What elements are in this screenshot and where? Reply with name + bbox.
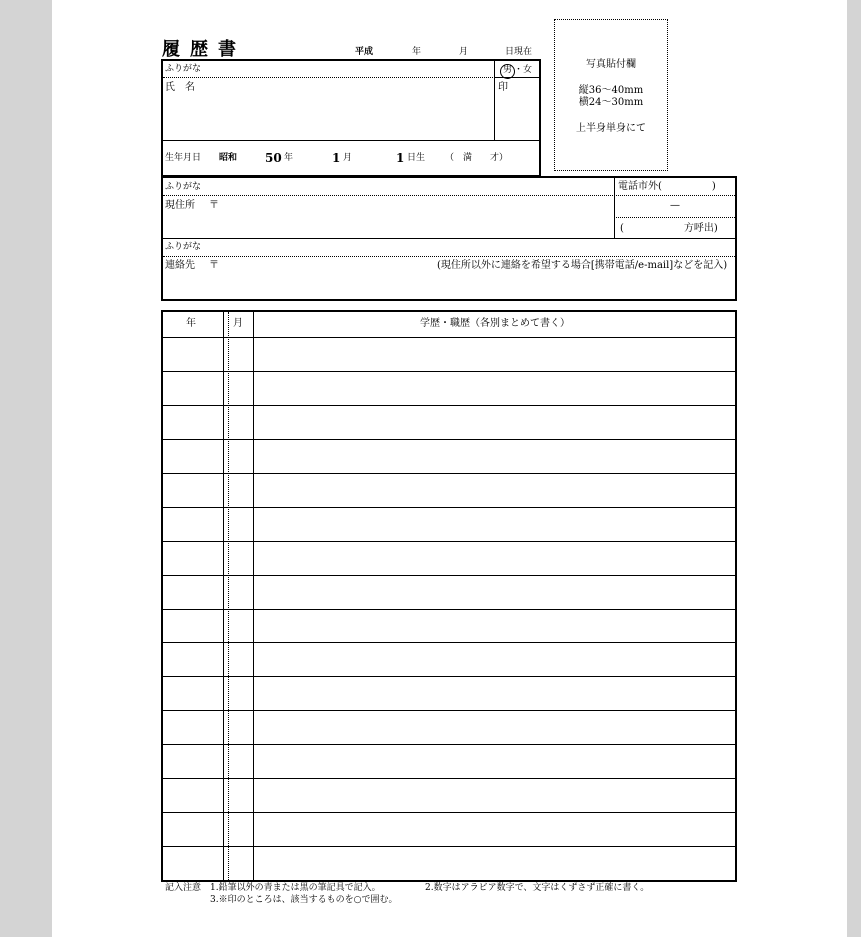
table-row	[163, 371, 735, 372]
photo-box	[554, 19, 668, 171]
col-year-header: 年	[186, 318, 196, 329]
table-row	[163, 439, 735, 440]
contact-furigana-rule	[163, 256, 735, 257]
gender-male: 男	[503, 65, 513, 75]
header-month-label: 月	[459, 47, 469, 57]
address-contact-divider	[163, 238, 735, 239]
col-detail-header: 学歴・職歴（各別まとめて書く）	[420, 318, 570, 329]
address-furigana-rule	[163, 195, 735, 196]
seal-label: 印	[498, 82, 508, 93]
table-row	[163, 676, 735, 677]
contact-furigana-label: ふりがな	[165, 242, 202, 252]
resume-page	[52, 0, 847, 937]
table-row	[163, 405, 735, 406]
table-row	[163, 744, 735, 745]
photo-size-width: 横24～30mm	[578, 97, 644, 108]
gender-rule	[494, 77, 539, 78]
header-year-label: 年	[412, 47, 422, 57]
photo-instruction: 上半身単身にて	[576, 123, 646, 134]
name-furigana-rule	[163, 77, 495, 78]
year-col-dotted	[228, 312, 229, 880]
birth-month-unit: 月	[343, 153, 353, 163]
phone-dash: —	[670, 200, 680, 211]
table-row	[163, 507, 735, 508]
table-row	[163, 473, 735, 474]
photo-title: 写真貼付欄	[586, 59, 636, 70]
birth-label: 生年月日	[165, 153, 202, 163]
table-row	[163, 710, 735, 711]
birth-year-unit: 年	[284, 153, 294, 163]
notes-label: 記入注意	[165, 883, 202, 893]
note-3: 3.※印のところは、該当するものを○で囲む。	[210, 895, 398, 905]
note-1: 1.鉛筆以外の青または黒の筆記具で記入。	[210, 883, 381, 893]
name-birth-divider	[163, 140, 539, 141]
header-date-suffix: 日現在	[505, 47, 533, 57]
address-furigana-label: ふりがな	[165, 182, 202, 192]
contact-postal-mark: 〒	[209, 260, 219, 271]
seal-divider	[494, 61, 495, 140]
table-row	[163, 812, 735, 813]
birth-day-unit: 日生	[407, 153, 426, 163]
table-row	[163, 846, 735, 847]
contact-note: (現住所以外に連絡を希望する場合[携帯電話/e-mail]などを記入)	[437, 260, 728, 271]
birth-year: 50	[265, 151, 282, 165]
birth-month: 1	[332, 151, 341, 165]
table-row	[163, 541, 735, 542]
birth-day: 1	[396, 151, 405, 165]
month-col-divider	[253, 312, 254, 880]
phone-row-rule	[614, 217, 735, 218]
photo-size-height: 縦36～40mm	[578, 85, 644, 96]
note-2: 2.数字はアラビア数字で、文字はくずさず正確に書く。	[425, 883, 650, 893]
contact-label: 連絡先	[165, 260, 195, 271]
name-label: 氏 名	[165, 82, 195, 93]
phone-divider	[614, 178, 615, 238]
table-row	[163, 642, 735, 643]
page-title: 履歴書	[162, 39, 246, 60]
table-row	[163, 337, 735, 338]
history-table	[161, 310, 737, 882]
table-row	[163, 609, 735, 610]
year-col-divider	[223, 312, 224, 880]
header-era: 平成	[355, 47, 374, 57]
table-row	[163, 575, 735, 576]
phone-call-via: ( 方呼出)	[620, 223, 718, 234]
birth-era: 昭和	[219, 153, 238, 163]
address-label: 現住所	[165, 200, 195, 211]
name-furigana-label: ふりがな	[165, 64, 202, 74]
age-label: （ 満 才）	[445, 153, 509, 163]
gender-female: ・女	[514, 65, 533, 75]
table-row	[163, 778, 735, 779]
address-postal-mark: 〒	[209, 200, 219, 211]
col-month-header: 月	[233, 318, 243, 329]
phone-area-code: 電話市外( )	[618, 181, 716, 192]
